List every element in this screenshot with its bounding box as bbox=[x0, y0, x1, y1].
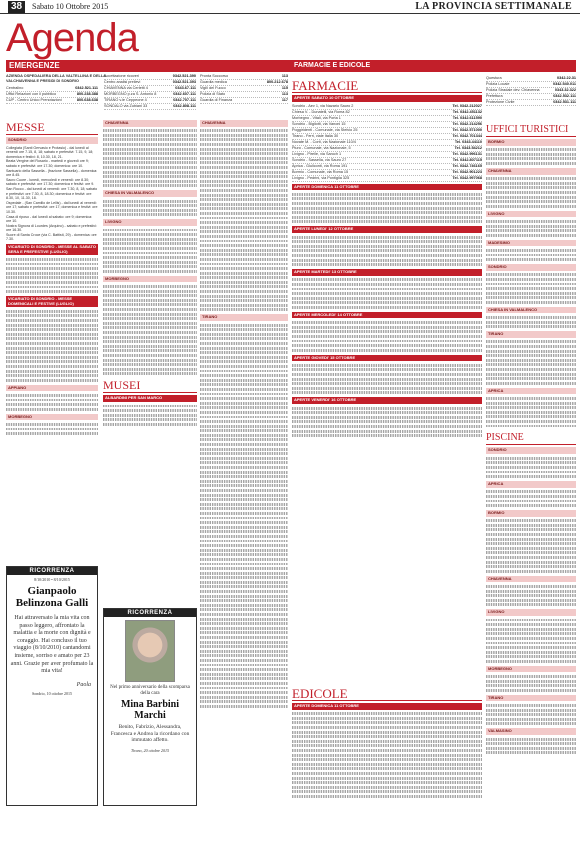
obituary-header: RICORRENZA bbox=[7, 567, 97, 575]
contacts-col-3 bbox=[200, 74, 288, 104]
middle-right-column bbox=[200, 118, 288, 808]
pharmacy-row: Sondrio - Aev 1, via Nazario Sauro 2 Tel. 0342.212027 bbox=[292, 103, 482, 108]
section-band: APERTE DOMENICA 11 OTTOBRE bbox=[292, 184, 482, 191]
section-band: TIRANO bbox=[200, 314, 288, 321]
section-title: PISCINE bbox=[486, 431, 576, 445]
section-band: TIRANO bbox=[486, 331, 576, 338]
section-band: APERTE SABATO 10 OTTOBRE bbox=[292, 95, 482, 102]
section-title: EDICOLE bbox=[292, 687, 482, 701]
section-band: CHIESA IN VALMALENCO bbox=[103, 190, 197, 197]
section-band: TIRANO bbox=[486, 695, 576, 702]
contact-row: Protezione Civile 0342.531.111 bbox=[486, 100, 576, 104]
section-band: APRICA bbox=[486, 388, 576, 395]
contact-row: Guardia di Finanza 117 bbox=[200, 98, 288, 102]
top-numbers bbox=[486, 76, 576, 116]
section-band: CHIAVENNA bbox=[486, 576, 576, 583]
pharmacy-row: Novate M. - Corti, via Nazionale 110/4 Tel. 0343.44110 bbox=[292, 139, 482, 144]
obituary-card bbox=[103, 608, 197, 806]
middle-left-column bbox=[103, 118, 197, 603]
section-band: VICARIATO DI SONDRIO - MESSE AL SABATO SERA E PREFESTIVE (LUGLIO) bbox=[6, 244, 98, 255]
section-band: APERTE MARTEDI' 13 OTTOBRE bbox=[292, 269, 482, 276]
obituary-name: Mina Barbini Marchi bbox=[120, 699, 180, 721]
obituary-text: Benito, Fabrizio, Alessandra, Francesca e Andrea la ricordano con immutato affetto. bbox=[110, 724, 190, 744]
pharmacy-row: Chiesa V. - Dunatelli, via Roma 82 Tel. 0342.451132 bbox=[292, 109, 482, 114]
section-band: LIVIGNO bbox=[486, 211, 576, 218]
list-item: Sacro Cuore - lunedì, mercoledì e venerdì: ore 8.30; sabato e prefestivi: ore 17.30; domenica e festivi: ore 9. bbox=[6, 177, 95, 187]
list-item: Beata Vergine del Rosario - martedì e giovedì ore 9; sabato e prefestivi: ore 17.30; domenica: ore 10. bbox=[6, 159, 89, 168]
farmacie-column bbox=[292, 76, 482, 456]
section-band: SONDRIO bbox=[486, 447, 576, 454]
section-band: APERTE VENERDI' 16 OTTOBRE bbox=[292, 397, 482, 404]
obituary-place: Tirano, 20 ottobre 2015 bbox=[130, 747, 170, 753]
pharmacy-row: Poggiridenti - Comunale, via Stelvio 25 Tel. 0342.571000 bbox=[292, 127, 482, 132]
section-band: ALBARDINI PER SAN MARCO bbox=[103, 395, 197, 402]
page-number: 38 bbox=[8, 1, 25, 13]
edicole-column bbox=[292, 684, 482, 808]
contact-row: Polizia Stradale dev. Chiavenna 0343.32.322 bbox=[486, 88, 576, 92]
section-band: APERTE MERCOLEDI' 14 OTTOBRE bbox=[292, 312, 482, 319]
uffici-column bbox=[486, 120, 576, 808]
section-title: MUSEI bbox=[103, 379, 197, 393]
pharmacy-row: Sondrio - Bigliotti, via Vanoni 15 Tel. 0342.214256 bbox=[292, 121, 482, 126]
pharmacy-row: Morbegno - Vitali, via Porta 1 Tel. 0342.611590 bbox=[292, 115, 482, 120]
section-band: LIVIGNO bbox=[486, 609, 576, 616]
portrait-photo bbox=[125, 620, 175, 682]
section-band: CHIAVENNA bbox=[486, 168, 576, 175]
pharmacy-row: Bormio - Comunale, via Roma 15 Tel. 0342.901223 bbox=[292, 169, 482, 174]
section-band: BORMIO bbox=[486, 139, 576, 146]
pharmacy-row: Tirano - Ferri, viale Italia 30 Tel. 0342.701344 bbox=[292, 133, 482, 138]
contact-row: Guardia medica 800.212.678 bbox=[200, 80, 288, 84]
contact-row: Centralino 0342.521.111 bbox=[6, 86, 98, 90]
messe-column bbox=[6, 118, 98, 558]
list-item: Nostra Signora di Lourdes (Arquino) - sabato e prefestivi: ore 16.30. bbox=[6, 223, 97, 233]
pharmacy-row: Sondrio - Sassella, via Sauro 27 Tel. 0342.807115 bbox=[292, 157, 482, 162]
obituary-card bbox=[6, 566, 98, 806]
section-band: APERTE DOMENICA 11 OTTOBRE bbox=[292, 703, 482, 710]
obituary-header: RICORRENZA bbox=[104, 609, 196, 617]
contact-row: Prefettura 0342.532.111 bbox=[486, 94, 576, 98]
section-band: APERTE GIOVEDI' 15 OTTOBRE bbox=[292, 355, 482, 362]
contact-row: Questura 0342.22.31 bbox=[486, 76, 576, 80]
section-band: APPIANO bbox=[6, 385, 98, 392]
pharmacy-row: Aprica - Giuliconti, via Roma 191 Tel. 0342.746165 bbox=[292, 163, 482, 168]
page-header bbox=[0, 0, 580, 14]
obituary-text: Hai attraversato la mia vita con passo leggero, affrontato la malattia e la morte con dignità e coraggio. Hai concluso il tuo viaggio (8/10/2010) cantandomi insieme, sorriso e amato per 23 anni. Grazie per aver profumato la mia vita! bbox=[10, 615, 94, 675]
section-band: CHIESA IN VALMALENCO bbox=[486, 307, 576, 314]
section-band: MORBEGNO bbox=[486, 666, 576, 673]
contact-row: MORBEGNO p.za S. Antonio 8 0342.607.111 bbox=[104, 92, 196, 96]
page-title: Agenda bbox=[6, 16, 138, 60]
contact-row: SONDALO via Zubiani 33 0342.808.111 bbox=[104, 104, 196, 108]
contact-row: Polizia Locale 0342.540.011 bbox=[486, 82, 576, 86]
section-title: FARMACIE bbox=[292, 79, 482, 93]
list-item: San Rocco - dal lunedì al venerdì: ore 7.30, 8, 18; sabato e prefestivi: ore 7.30, 8, 18.30; domenica e festivi: ore 8.30, 10, 11.30, 18. bbox=[6, 186, 98, 201]
pharmacy-row: Piuro - Comunale, via Nazionale, 5 Tel. 0343.54212 bbox=[292, 145, 482, 150]
section-band: MORBEGNO bbox=[6, 414, 98, 421]
contacts-col-1 bbox=[6, 86, 98, 104]
contact-row: CUP - Centro Unico Prenotazioni 800.638.638 bbox=[6, 98, 98, 102]
obituary-name: Gianpaolo Belinzona Galli bbox=[15, 585, 89, 609]
contacts-col-2 bbox=[104, 74, 196, 110]
section-band: SONDRIO bbox=[486, 264, 576, 271]
section-band: MORBEGNO bbox=[103, 276, 197, 283]
list-item: Suore di Santa Croce (via C. Battisti, 29) - domenica: ore 7.30. bbox=[6, 232, 97, 242]
pharmacy-row: Livigno - Pirelle, via Saroch 1 Tel. 0342.996131 bbox=[292, 151, 482, 156]
obituary-signature: Paola bbox=[76, 681, 91, 688]
obituary-dates: 8/10/2010 • 8/10/2015 bbox=[34, 577, 70, 582]
pharmacy-row: Livigno - Pedrini, via Pontiglia 325 Tel. 0342.997068 bbox=[292, 175, 482, 180]
section-band: CHIAVENNA bbox=[103, 120, 197, 127]
section-title: MESSE bbox=[6, 121, 98, 135]
contact-row: Vigili del Fuoco 115 bbox=[200, 86, 288, 90]
section-band: BORMIO bbox=[486, 510, 576, 517]
contact-row: Accettazione ricoveri 0342.521.390 bbox=[104, 74, 196, 78]
contact-row: Centro analisi prelievi 0342.521.393 bbox=[104, 80, 196, 84]
hospital-name: AZIENDA OSPEDALIERA DELLA VALTELLINA E DELLA VALCHIAVENNA E PRESIDI DI SONDRIO bbox=[6, 74, 106, 83]
section-title: UFFICI TURISTICI bbox=[486, 123, 576, 137]
contact-row: TIRANO v.le Ceppeone 4 0342.707.111 bbox=[104, 98, 196, 102]
list-item: Collegiata (Santi Gervasio e Protasio) - dal lunedì al venerdì ore 7.15, 8, 18; sabato e prefestivi: 7.15, 9, 18; domenica e festivi: 8, 10.30, 18, 21. bbox=[6, 145, 94, 159]
section-band: VALMASINO bbox=[486, 728, 576, 735]
emergenze-band: EMERGENZE bbox=[6, 60, 290, 72]
section-band: APRICA bbox=[486, 481, 576, 488]
section-band: VICARIATO DI SONDRIO - MESSE DOMENICALI E FESTIVE (LUGLIO) bbox=[6, 296, 98, 307]
section-band: SONDRIO bbox=[6, 137, 98, 144]
section-band: CHIAVENNA bbox=[200, 120, 288, 127]
masthead: LA PROVINCIA SETTIMANALE bbox=[415, 1, 572, 12]
contact-row: CHIAVENNA via Cerletti 4 0343.67.111 bbox=[104, 86, 196, 90]
section-band: APERTE LUNEDI' 12 OTTOBRE bbox=[292, 226, 482, 233]
list-item: Casa di riposo - dal lunedì al sabato: ore 9; domenica: ore 10. bbox=[6, 214, 93, 224]
section-band: MADESIMO bbox=[486, 240, 576, 247]
list-item: Santuario della Sassella - (frazione Sassella) - domenica: ore 8.45. bbox=[6, 168, 98, 178]
section-band: LIVIGNO bbox=[103, 219, 197, 226]
contact-row: Pronta Soccorso 113 bbox=[200, 74, 288, 78]
farmacie-banner: FARMACIE E EDICOLE bbox=[290, 60, 576, 72]
issue-date: Sabato 10 Ottobre 2015 bbox=[32, 2, 109, 11]
obituary-intro: Nel primo anniversario della scomparsa della cara bbox=[110, 685, 190, 696]
obituary-place: Sondrio, 10 ottobre 2015 bbox=[32, 690, 72, 696]
contact-row: Uffici Relazioni con il pubblico 800.238.388 bbox=[6, 92, 98, 96]
list-item: Ospedale - (San Camillo de Lellis) - dal lunedì al venerdì: ore 17; sabato e prefestivi: ore 17; domenica e festivi: ore 10.30. bbox=[6, 200, 98, 214]
contact-row: Polizia di Stato 113 bbox=[200, 92, 288, 96]
